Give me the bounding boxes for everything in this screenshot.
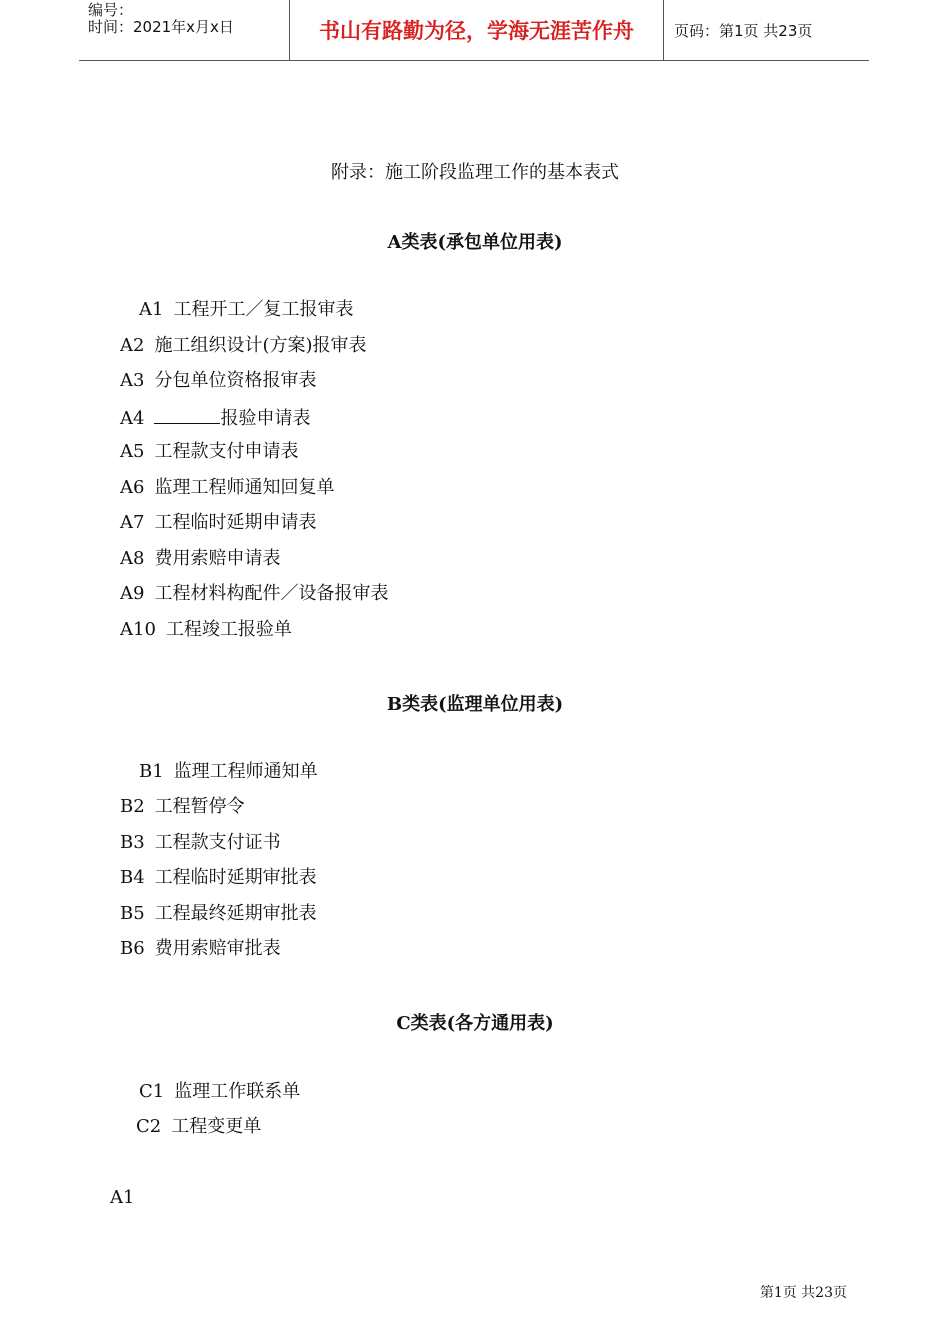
header-meta: [79, 0, 290, 60]
list-item-b2: B2 工程暂停令: [120, 796, 245, 817]
list-item-a2: A2 施工组织设计(方案)报审表: [120, 335, 367, 356]
list-item-a3: A3 分包单位资格报审表: [120, 370, 317, 391]
section-a-heading: A类表(承包单位用表): [387, 232, 563, 253]
document-title: 附录：施工阶段监理工作的基本表式: [331, 162, 619, 183]
list-item-b5: B5 工程最终延期审批表: [120, 903, 317, 924]
time-label: 时间：2021年x月x日: [88, 18, 234, 36]
list-item-a8: A8 费用索赔申请表: [120, 548, 281, 569]
section-b-heading: B类表(监理单位用表): [386, 694, 564, 715]
fill-in-blank: [154, 405, 220, 424]
list-item-a9: A9 工程材料构配件／设备报审表: [120, 583, 389, 604]
list-item-a4: A4 报验申请表: [120, 405, 310, 431]
list-item-b1: B1 监理工程师通知单: [139, 761, 318, 782]
list-item-a5: A5 工程款支付申请表: [120, 441, 299, 462]
next-form-label: A1: [110, 1187, 135, 1208]
page-footer: 第1页 共23页: [759, 1285, 847, 1301]
header-page-label: 页码：第1页 共23页: [674, 21, 813, 40]
list-item-a7: A7 工程临时延期申请表: [120, 512, 317, 533]
list-item-c2: C2 工程变更单: [136, 1116, 262, 1137]
list-item-b6: B6 费用索赔审批表: [120, 938, 281, 959]
list-item-b3: B3 工程款支付证书: [120, 832, 281, 853]
list-item-a1: A1 工程开工／复工报审表: [139, 299, 354, 320]
number-label: 编号：: [88, 1, 134, 19]
list-item-c1: C1 监理工作联系单: [139, 1081, 301, 1102]
list-item-a10: A10 工程竣工报验单: [120, 619, 292, 640]
list-item-b4: B4 工程临时延期审批表: [120, 867, 317, 888]
section-c-heading: C类表(各方通用表): [396, 1013, 554, 1034]
list-item-a6: A6 监理工程师通知回复单: [120, 477, 335, 498]
header-motto: 书山有路勤为径，学海无涯苦作舟: [290, 0, 664, 60]
page-header: [79, 0, 869, 61]
